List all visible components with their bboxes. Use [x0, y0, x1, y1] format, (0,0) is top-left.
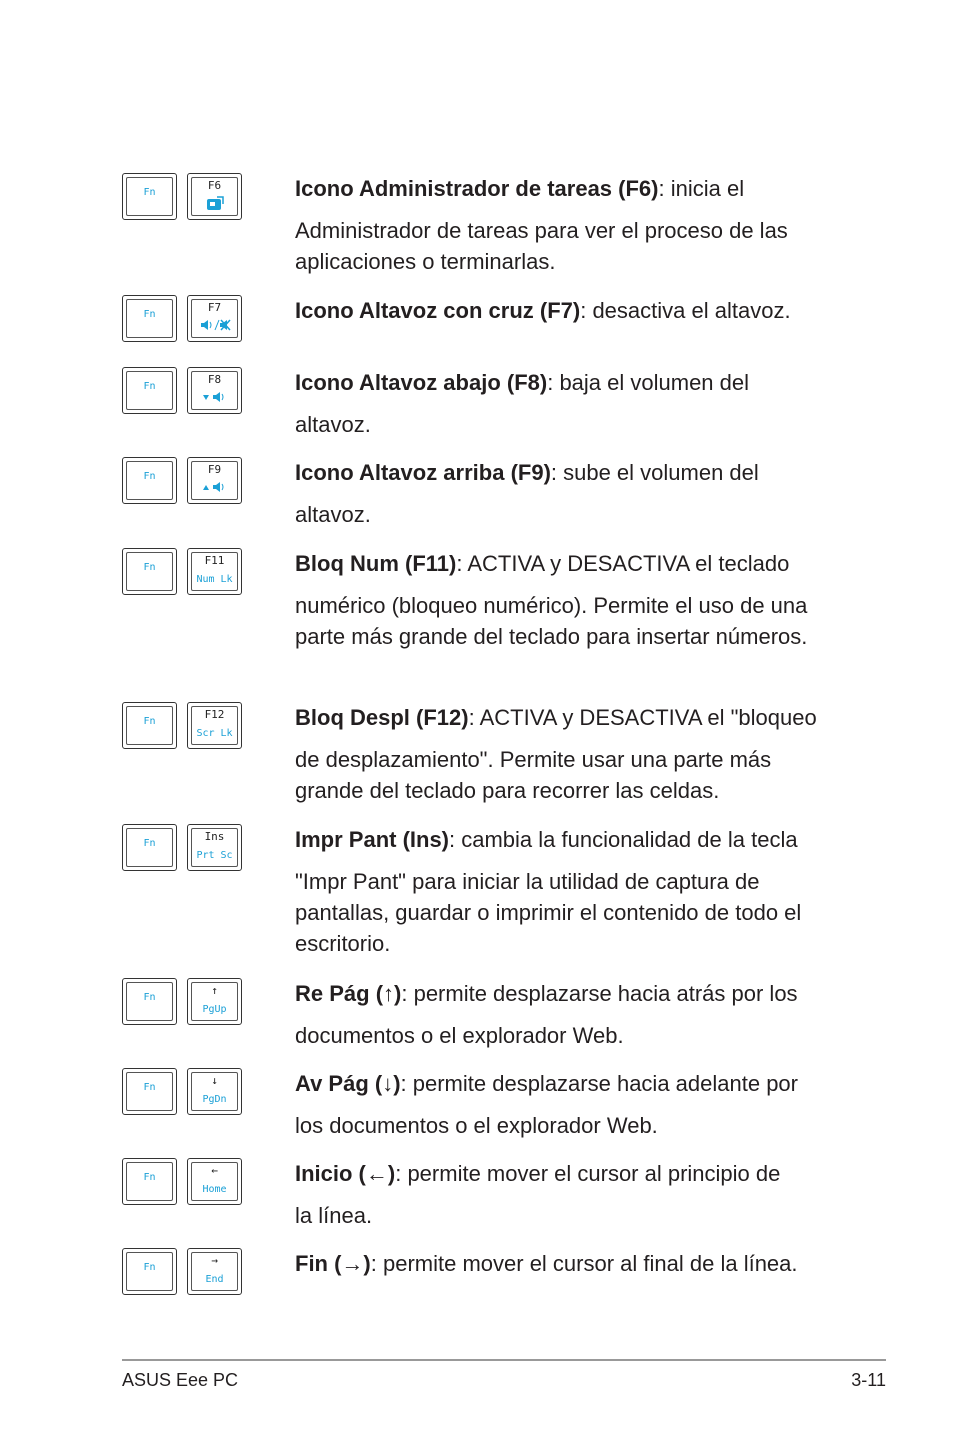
fn-key [122, 702, 177, 749]
entry-description [295, 367, 840, 440]
entry-title: Icono Administrador de tareas (F6) [295, 176, 659, 201]
key-combo [122, 367, 244, 415]
key-top-label: F11 [204, 554, 225, 567]
fn-key-label: Fn [143, 309, 156, 320]
entry-rest: altavoz. [295, 502, 371, 527]
entry-first-line: : baja el volumen del [547, 370, 750, 395]
f12-key [187, 702, 242, 749]
fn-key [122, 173, 177, 220]
fn-key [122, 1068, 177, 1115]
fn-key [122, 295, 177, 342]
fn-key-label: Fn [143, 1082, 156, 1093]
fn-key-label: Fn [143, 716, 156, 727]
key-combo [122, 702, 244, 750]
fn-key-label: Fn [143, 838, 156, 849]
entry-rest: altavoz. [295, 412, 371, 437]
entry-title: Impr Pant (Ins) [295, 827, 450, 852]
key-bottom-label: Prt Sc [196, 850, 233, 861]
key-combo [122, 978, 244, 1026]
entry-description [295, 1158, 840, 1231]
entry-description [295, 548, 840, 652]
entry-rest: la línea. [295, 1203, 373, 1228]
f8-key [187, 367, 242, 414]
key-bottom-label: PgDn [202, 1094, 227, 1105]
entry-rest: documentos o el explorador Web. [295, 1023, 624, 1048]
page-number: 3-11 [851, 1370, 886, 1390]
key-combo [122, 1248, 244, 1296]
right-arrow-key [187, 1248, 242, 1295]
key-bottom-label: Home [202, 1184, 227, 1195]
entry-rest: los documentos o el explorador Web. [295, 1113, 658, 1138]
entry-rest: numérico (bloqueo numérico). Permite el uso de una parte más grande del teclado para insertar números. [295, 593, 808, 649]
volume-down-icon [188, 390, 241, 409]
key-bottom-label: Num Lk [196, 574, 233, 585]
f9-key [187, 457, 242, 504]
left-arrow-key [187, 1158, 242, 1205]
entry-description [295, 1068, 840, 1141]
key-combo [122, 173, 244, 221]
key-combo [122, 824, 244, 872]
entry-title: Icono Altavoz con cruz (F7) [295, 298, 581, 323]
entry-first-line: : inicia el [658, 176, 745, 201]
entry-first-line: : permite mover el cursor al principio de [395, 1161, 781, 1186]
footer-title: ASUS Eee PC [122, 1370, 239, 1390]
entry-first-line: : ACTIVA y DESACTIVA el "bloqueo [468, 705, 817, 730]
entry-description [295, 824, 840, 959]
entry-first-line: : permite desplazarse hacia atrás por los [401, 981, 798, 1006]
entry-description [295, 173, 840, 277]
key-combo [122, 1158, 244, 1206]
fn-key-label: Fn [143, 187, 156, 198]
entry-first-line: : cambia la funcionalidad de la tecla [449, 827, 798, 852]
key-combo [122, 295, 244, 343]
fn-key [122, 824, 177, 871]
key-top-label: Ins [204, 830, 225, 843]
fn-key [122, 1248, 177, 1295]
fn-key [122, 978, 177, 1025]
fn-key [122, 367, 177, 414]
entry-rest: de desplazamiento". Permite usar una parte más grande del teclado para recorrer las celdas. [295, 747, 772, 803]
fn-key-label: Fn [143, 381, 156, 392]
entry-title: Icono Altavoz abajo (F8) [295, 370, 548, 395]
key-combo [122, 457, 244, 505]
key-top-label: ↓ [211, 1074, 218, 1087]
entry-first-line: : sube el volumen del [550, 460, 759, 485]
fn-key [122, 457, 177, 504]
key-bottom-label: End [205, 1274, 224, 1285]
entry-title: Bloq Despl (F12) [295, 705, 469, 730]
down-arrow-key [187, 1068, 242, 1115]
entry-description [295, 702, 840, 806]
entry-first-line: : desactiva el altavoz. [580, 298, 791, 323]
key-combo [122, 548, 244, 596]
key-top-label: F12 [204, 708, 225, 721]
fn-key [122, 548, 177, 595]
entry-description [295, 457, 840, 530]
key-top-label: F9 [207, 463, 222, 476]
task-manager-icon [188, 196, 241, 217]
key-top-label: F7 [207, 301, 222, 314]
entry-title: Av Pág (↓) [295, 1071, 401, 1096]
key-top-label: ↑ [211, 984, 218, 997]
entry-description [295, 1248, 840, 1290]
up-arrow-key [187, 978, 242, 1025]
entry-first-line: : permite desplazarse hacia adelante por [400, 1071, 798, 1096]
entry-title: Icono Altavoz arriba (F9) [295, 460, 551, 485]
ins-key [187, 824, 242, 871]
entry-title: Re Pág (↑) [295, 981, 402, 1006]
f6-key [187, 173, 242, 220]
fn-key-label: Fn [143, 562, 156, 573]
key-top-label: ← [211, 1164, 218, 1177]
f11-key [187, 548, 242, 595]
entry-rest: "Impr Pant" para iniciar la utilidad de captura de pantallas, guardar o imprimir el contenido de todo el escritorio. [295, 869, 802, 956]
entry-first-line: : ACTIVA y DESACTIVA el teclado [456, 551, 790, 576]
entry-description [295, 295, 840, 337]
speaker-mute-icon [188, 318, 241, 337]
entry-first-line: : permite mover el cursor al final de la línea. [370, 1251, 798, 1276]
fn-key-label: Fn [143, 471, 156, 482]
key-top-label: F6 [207, 179, 222, 192]
key-bottom-label: Scr Lk [196, 728, 233, 739]
fn-key-label: Fn [143, 992, 156, 1003]
entry-rest: Administrador de tareas para ver el proceso de las aplicaciones o terminarlas. [295, 218, 788, 274]
f7-key [187, 295, 242, 342]
key-top-label: → [211, 1254, 218, 1267]
volume-up-icon [188, 480, 241, 499]
key-top-label: F8 [207, 373, 222, 386]
entry-description [295, 978, 840, 1051]
fn-key-label: Fn [143, 1172, 156, 1183]
entry-title: Inicio (←) [295, 1161, 396, 1186]
key-bottom-label: PgUp [202, 1004, 227, 1015]
entry-title: Fin (→) [295, 1251, 371, 1276]
entry-title: Bloq Num (F11) [295, 551, 457, 576]
fn-key [122, 1158, 177, 1205]
footer-divider [122, 1359, 886, 1361]
fn-key-label: Fn [143, 1262, 156, 1273]
key-combo [122, 1068, 244, 1116]
